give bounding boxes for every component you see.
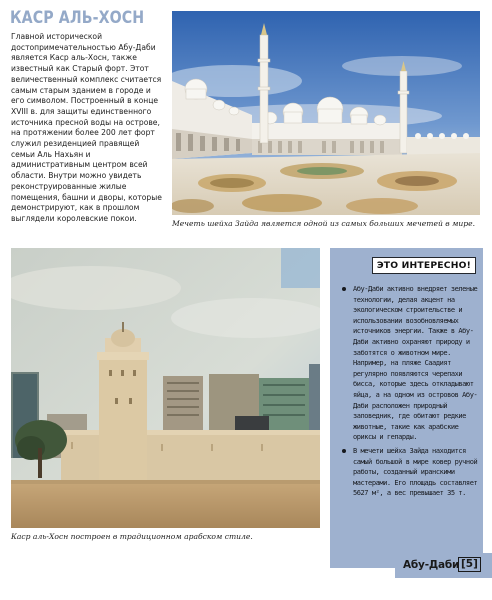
fort-photo — [11, 248, 320, 528]
fact-box-title: ЭТО ИНТЕРЕСНО! — [372, 257, 476, 274]
fort-caption: Каср аль-Хосн построен в традиционном арабском стиле. — [11, 532, 253, 541]
page-footer — [395, 553, 492, 578]
intro-paragraph: Главной исторической достопримечательностью Абу-Даби является Каср аль-Хосн, также известный как Старый форт. Этот величественный комплекс считается самым старым зданием в городе и его символом. Построенный в конце XVIII в. для защиты единственного источника пресной воды на острове, на протяжении более 200 лет форт служил резиденцией правящей семьи Аль Нахьян и административным центром всей области. Внутри можно увидеть реконструированные жилые помещения, башни и дворы, которые демонстрируют, как в прошлом выглядели королевские покои. — [11, 32, 162, 223]
fact-text: Абу-Даби активно внедряет зеленые технологии, делая акцент на экологическом строительстве и использовании возобновляемых источников энергии. Также в Абу-Даби активно охраняют природу и заботятся о животном мире. Например, на пляже Саадият регулярно появляются черепахи бисса, которые здесь откладывают яйца, а на одном из островов Абу-Даби расположен природный заповедник, где обитают редкие животные, такие как арабские ориксы и гепарды. — [353, 285, 478, 442]
page-heading: КАСР АЛЬ-ХОСН — [10, 8, 145, 27]
fact-item — [340, 446, 478, 499]
fact-box — [330, 248, 483, 568]
bullet-icon — [342, 449, 346, 453]
bullet-icon — [342, 287, 346, 291]
mosque-caption: Мечеть шейха Зайда является одной из самых больших мечетей в мире. — [172, 219, 476, 228]
fact-item — [340, 284, 478, 443]
fact-list — [340, 284, 478, 502]
section-label: Абу-Даби — [403, 559, 460, 571]
page-number: [5] — [458, 557, 481, 572]
mosque-photo — [172, 11, 480, 215]
fact-text: В мечети шейха Зайда находится самый большой в мире ковер ручной работы, созданный иранскими мастерами. Его площадь составляет 5627 м², а вес превышает 35 т. — [353, 446, 478, 498]
